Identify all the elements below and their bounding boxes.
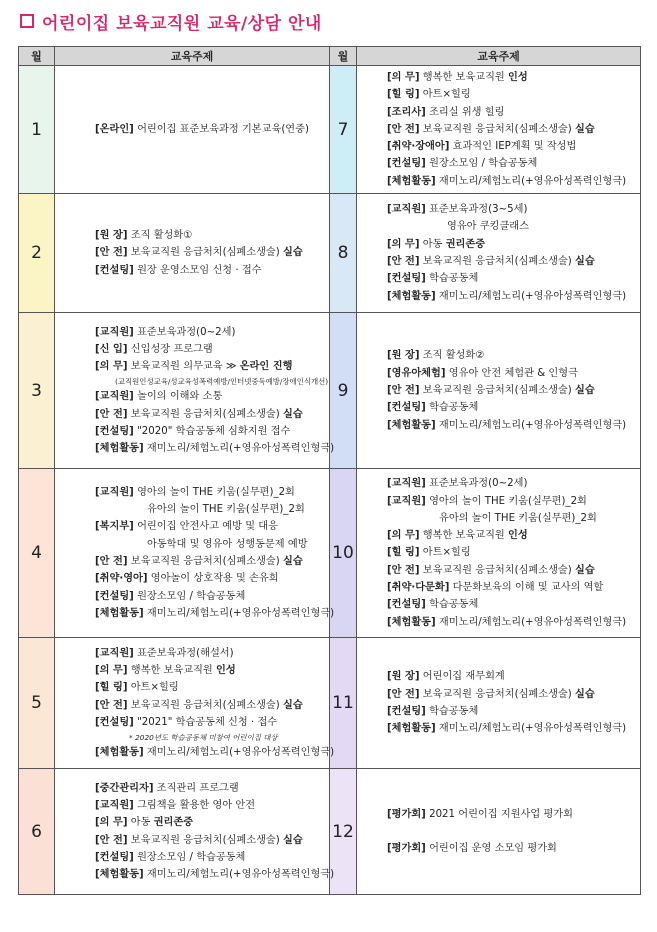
- topic-line: [95, 553, 323, 570]
- header-topic-right: 교육주제: [357, 47, 641, 66]
- topic-cell: [55, 469, 335, 638]
- topic-text: 재미노리/체험노리(+영유아성폭력인형극): [435, 419, 627, 431]
- topic-line: [387, 686, 634, 703]
- topic-tag: [안 전]: [95, 556, 128, 568]
- topic-tag: [안 전]: [387, 384, 420, 396]
- topic-text: 효과적인 IEP계획 및 작성법: [449, 141, 577, 153]
- month-cell: 2: [19, 194, 55, 313]
- topic-text: 영아놀이 상호작용 및 손유희: [147, 573, 279, 585]
- topic-tag: [안 전]: [387, 564, 420, 576]
- topic-bold: 실습: [283, 834, 303, 846]
- topic-tag: [힐 링]: [387, 89, 420, 101]
- topic-line: [387, 86, 634, 103]
- topic-text: 아동학대 및 영유아 성행동문제 예방: [147, 538, 308, 550]
- topic-tag: [안 전]: [95, 247, 128, 259]
- topic-line: [387, 201, 634, 218]
- topic-tag: [체험활동]: [95, 607, 144, 619]
- topic-text: 학습공동체: [425, 402, 479, 414]
- topic-tag: [컨설팅]: [95, 716, 134, 728]
- topic-text: 아트×힐링: [127, 682, 179, 694]
- topic-tag: [취약·영아]: [95, 573, 148, 585]
- topic-text: 학습공동체: [425, 273, 479, 285]
- topic-tag: [컨설팅]: [95, 264, 134, 276]
- topic-bold: 실습: [575, 688, 595, 700]
- topic-tag: [의 무]: [95, 664, 128, 676]
- topic-tag: [조리사]: [387, 106, 426, 118]
- topic-line: [387, 840, 634, 857]
- topic-tag: [복지부]: [95, 521, 134, 533]
- topic-text: 신입성장 프로그램: [127, 343, 213, 355]
- topic-tag: [중간관리자]: [95, 782, 154, 794]
- topic-line: [95, 570, 323, 587]
- topic-line: [387, 544, 634, 561]
- topic-text: 재미노리/체험노리(+영유아성폭력인형극): [435, 175, 627, 187]
- table-row: [19, 469, 641, 638]
- topic-line: [95, 324, 323, 341]
- topic-line: [387, 562, 634, 579]
- topic-text: 다문화보육의 이해 및 교사의 역할: [449, 582, 604, 594]
- month-cell: 6: [19, 769, 55, 895]
- table-row: [19, 769, 641, 895]
- topic-text: 영아의 놀이 THE 키움(실무편)_2회: [425, 495, 587, 507]
- page-title-text: 어린이집 보육교직원 교육/상담 안내: [42, 13, 322, 34]
- topic-text: 보육교직원 응급처치(심폐소생술): [127, 699, 283, 711]
- topic-line: [387, 288, 634, 305]
- topic-cell: [357, 194, 641, 313]
- topic-text: 표준보육과정(0~2세): [133, 326, 236, 338]
- topic-bold: 실습: [575, 564, 595, 576]
- topic-text: 유아의 놀이 THE 키움(실무편)_2회: [147, 504, 305, 516]
- topic-tag: [원 장]: [95, 230, 128, 242]
- topic-line: [95, 536, 323, 553]
- topic-bold: 실습: [283, 247, 303, 259]
- schedule-table: [18, 46, 641, 895]
- topic-line: [387, 155, 634, 172]
- topic-line: [95, 605, 335, 622]
- topic-line: [95, 814, 323, 831]
- topic-tag: [의 무]: [95, 361, 128, 373]
- topic-line: [387, 668, 634, 685]
- topic-tag: [의 무]: [95, 817, 128, 829]
- topic-text: 아동: [419, 238, 446, 250]
- topic-text: 재미노리/체험노리(+영유아성폭력인형극): [435, 723, 627, 735]
- topic-tag: [교직원]: [387, 204, 426, 216]
- topic-text: 재미노리/체험노리(+영유아성폭력인형극): [435, 290, 627, 302]
- topic-line: [387, 720, 634, 737]
- topic-line: [387, 510, 634, 527]
- topic-text: * 2020년도 학습공동체 미참여 어린이집 대상: [129, 733, 278, 743]
- topic-tag: [안 전]: [387, 688, 420, 700]
- topic-line: [95, 518, 323, 535]
- topic-tag: [교직원]: [95, 486, 134, 498]
- topic-line: [387, 475, 634, 492]
- topic-tag: [컨설팅]: [387, 273, 426, 285]
- topic-cell: [357, 469, 641, 638]
- topic-tag: [힐 링]: [387, 547, 420, 559]
- topic-cell: [55, 769, 335, 895]
- topic-tag: [컨설팅]: [387, 158, 426, 170]
- topic-tag: [의 무]: [387, 72, 420, 83]
- topic-line: [387, 527, 634, 544]
- month-cell: 11: [330, 638, 357, 769]
- topic-text: 학습공동체: [425, 706, 479, 718]
- topic-tag: [컨설팅]: [387, 599, 426, 611]
- topic-text: 조리실 위생 힐링: [425, 106, 505, 118]
- topic-line: [95, 262, 323, 279]
- topic-line: [387, 382, 634, 399]
- topic-text: 학습공동체: [425, 599, 479, 611]
- topic-text: 아트×힐링: [419, 89, 471, 101]
- topic-text: 재미노리/체험노리(+영유아성폭력인형극): [143, 607, 335, 619]
- topic-tag: [컨설팅]: [387, 402, 426, 414]
- topic-text: 원장소모임 / 학습공동체: [133, 851, 246, 863]
- topic-text: 영아의 놀이 THE 키움(실무편)_2회: [133, 486, 295, 498]
- topic-text: 재미노리/체험노리(+영유아성폭력인형극): [143, 443, 335, 455]
- topic-tag: [체험활동]: [95, 443, 144, 455]
- topic-bold: 실습: [575, 123, 595, 135]
- topic-line: [95, 358, 323, 375]
- topic-line: [95, 744, 335, 761]
- topic-line: [95, 679, 323, 696]
- topic-text: "2020" 학습공동체 심화지원 접수: [133, 426, 291, 438]
- topic-tag: [체험활동]: [387, 419, 436, 431]
- month-cell: 10: [330, 469, 357, 638]
- topic-text: 조직 활성화②: [419, 350, 485, 362]
- topic-tag: [취약·다문화]: [387, 582, 450, 594]
- topic-text: 보육교직원 응급처치(심폐소생술): [419, 123, 575, 135]
- topic-tag: [컨설팅]: [95, 851, 134, 863]
- topic-line: [95, 484, 323, 501]
- topic-tag: [안 전]: [95, 699, 128, 711]
- month-cell: 1: [19, 66, 55, 194]
- topic-cell: [55, 194, 330, 313]
- topic-tag: [평가회]: [387, 843, 426, 855]
- topic-bold: 인성: [508, 72, 528, 83]
- topic-cell: [55, 313, 335, 469]
- topic-tag: [체험활동]: [387, 616, 436, 628]
- topic-line: [95, 645, 323, 662]
- topic-line: [95, 832, 323, 849]
- topic-text: 그림책을 활용한 영아 안전: [133, 799, 256, 811]
- topic-line: [387, 417, 634, 434]
- table-header-row: [19, 47, 641, 66]
- topic-tag: [체험활동]: [387, 290, 436, 302]
- topic-tag: [신 입]: [95, 343, 128, 355]
- table-row: [19, 66, 641, 194]
- topic-tag: [체험활동]: [95, 869, 144, 881]
- topic-text: 2021 어린이집 지원사업 평가회: [425, 808, 573, 820]
- topic-cell: [357, 66, 641, 194]
- topic-text: 보육교직원 응급처치(심폐소생술): [127, 408, 283, 420]
- topic-line: [387, 614, 634, 631]
- topic-text: (교직원인성교육/성교육성폭력예방/인터넷중독예방/장애인식개선): [115, 377, 329, 387]
- topic-text: 보육교직원 응급처치(심폐소생술): [127, 834, 283, 846]
- header-topic-left: 교육주제: [55, 47, 330, 66]
- topic-tag: [원 장]: [387, 350, 420, 362]
- topic-bold: 권리존중: [153, 817, 194, 829]
- topic-line: [95, 697, 323, 714]
- topic-text: 어린이집 재무회계: [419, 671, 505, 683]
- topic-text: 표준보육과정(0~2세): [425, 478, 528, 490]
- topic-tag: [안 전]: [387, 123, 420, 135]
- topic-line: [95, 780, 323, 797]
- table-row: [19, 313, 641, 469]
- topic-text: 원장소모임 / 학습공동체: [133, 590, 246, 602]
- topic-text: 보육교직원 의무교육 ≫: [127, 361, 240, 373]
- topic-tag: [취약·장애아]: [387, 141, 450, 153]
- month-cell: 3: [19, 313, 55, 469]
- topic-cell: [55, 66, 330, 194]
- topic-tag: [컨설팅]: [95, 590, 134, 602]
- topic-tag: [컨설팅]: [387, 706, 426, 718]
- topic-line: [387, 365, 634, 382]
- topic-tag: [온라인]: [95, 123, 134, 135]
- month-cell: 9: [330, 313, 357, 469]
- topic-bold: 실습: [283, 556, 303, 568]
- topic-text: 어린이집 안전사고 예방 및 대응: [133, 521, 278, 533]
- month-cell: 5: [19, 638, 55, 769]
- topic-tag: [의 무]: [387, 530, 420, 542]
- topic-line: [95, 501, 323, 518]
- topic-tag: [교직원]: [95, 391, 134, 403]
- topic-line: [387, 104, 634, 121]
- topic-line: [95, 375, 329, 388]
- topic-line: [387, 823, 634, 840]
- topic-text: 표준보육과정(해설서): [133, 647, 234, 659]
- topic-text: 행복한 보육교직원: [127, 664, 216, 676]
- topic-text: 영유아 안전 체험관 & 인형극: [445, 367, 578, 379]
- topic-tag: [체험활동]: [387, 175, 436, 187]
- header-month-right: 월: [330, 47, 357, 66]
- topic-tag: [교직원]: [387, 495, 426, 507]
- topic-line: [387, 69, 634, 86]
- topic-text: 조직 활성화①: [127, 230, 193, 242]
- topic-cell: [55, 638, 335, 769]
- topic-line: [387, 253, 634, 270]
- topic-text: 원장 운영소모임 신청 · 접수: [133, 264, 262, 276]
- topic-text: 재미노리/체험노리(+영유아성폭력인형극): [143, 869, 335, 881]
- topic-bold: 온라인 진행: [239, 361, 293, 373]
- topic-line: [387, 579, 634, 596]
- topic-line: [95, 388, 323, 405]
- topic-line: [95, 121, 323, 138]
- topic-text: 아트×힐링: [419, 547, 471, 559]
- topic-bold: 실습: [283, 699, 303, 711]
- topic-tag: [교직원]: [95, 647, 134, 659]
- topic-text: "2021" 학습공동체 신청 · 접수: [133, 716, 278, 728]
- table-row: [19, 638, 641, 769]
- month-cell: 8: [330, 194, 357, 313]
- topic-line: [95, 714, 323, 731]
- topic-text: 어린이집 표준보육과정 기본교육(연중): [133, 123, 309, 135]
- topic-tag: [평가회]: [387, 808, 426, 820]
- topic-line: [387, 347, 634, 364]
- topic-line: [95, 406, 323, 423]
- topic-tag: [컨설팅]: [95, 426, 134, 438]
- topic-line: [95, 731, 323, 744]
- topic-tag: [의 무]: [387, 238, 420, 250]
- topic-tag: [체험활동]: [95, 747, 144, 759]
- month-cell: 7: [330, 66, 357, 194]
- topic-text: 보육교직원 응급처치(심폐소생술): [127, 247, 283, 259]
- topic-line: [95, 341, 323, 358]
- topic-text: 영유아 쿠킹클래스: [447, 221, 529, 233]
- month-cell: 4: [19, 469, 55, 638]
- checkbox-square-icon: [20, 14, 34, 28]
- topic-line: [95, 440, 335, 457]
- topic-line: [95, 849, 323, 866]
- topic-line: [387, 399, 634, 416]
- topic-tag: [교직원]: [387, 478, 426, 490]
- topic-tag: [안 전]: [95, 834, 128, 846]
- topic-bold: 실습: [575, 384, 595, 396]
- topic-text: 보육교직원 응급처치(심폐소생술): [127, 556, 283, 568]
- topic-line: [95, 227, 323, 244]
- topic-tag: [원 장]: [387, 671, 420, 683]
- topic-text: 아동: [127, 817, 154, 829]
- header-month-left: 월: [19, 47, 55, 66]
- topic-line: [95, 797, 323, 814]
- month-cell: 12: [330, 769, 357, 895]
- topic-bold: 실습: [575, 256, 595, 268]
- topic-line: [387, 493, 634, 510]
- topic-text: 재미노리/체험노리(+영유아성폭력인형극): [143, 747, 335, 759]
- topic-tag: [안 전]: [387, 256, 420, 268]
- topic-line: [387, 236, 634, 253]
- topic-line: [95, 866, 335, 883]
- topic-text: 표준보육과정(3~5세): [425, 204, 528, 216]
- topic-text: 보육교직원 응급처치(심폐소생술): [419, 256, 575, 268]
- topic-line: [387, 270, 634, 287]
- topic-text: 조직관리 프로그램: [153, 782, 239, 794]
- topic-line: [95, 588, 323, 605]
- topic-tag: [교직원]: [95, 799, 134, 811]
- page-title: [20, 8, 322, 34]
- topic-bold: 실습: [283, 408, 303, 420]
- topic-line: [387, 121, 634, 138]
- topic-line: [387, 806, 634, 823]
- topic-line: [95, 244, 323, 261]
- topic-line: [387, 218, 634, 235]
- topic-line: [387, 596, 634, 613]
- topic-bold: 인성: [508, 530, 528, 542]
- topic-text: 놀이의 이해와 소통: [133, 391, 223, 403]
- topic-text: 유아의 놀이 THE 키움(실무편)_2회: [439, 512, 597, 524]
- topic-text: 보육교직원 응급처치(심폐소생술): [419, 384, 575, 396]
- topic-cell: [357, 769, 641, 895]
- topic-bold: 권리존중: [445, 238, 486, 250]
- topic-tag: [체험활동]: [387, 723, 436, 735]
- topic-text: 행복한 보육교직원: [419, 72, 508, 83]
- topic-text: 원장소모임 / 학습공동체: [425, 158, 538, 170]
- topic-tag: [영유아체험]: [387, 367, 446, 379]
- topic-text: 행복한 보육교직원: [419, 530, 508, 542]
- table-row: [19, 194, 641, 313]
- topic-cell: [357, 638, 641, 769]
- topic-text: 어린이집 운영 소모임 평가회: [425, 843, 557, 855]
- topic-line: [387, 138, 634, 155]
- topic-bold: 인성: [216, 664, 236, 676]
- topic-cell: [357, 313, 641, 469]
- topic-line: [95, 423, 323, 440]
- topic-line: [95, 662, 323, 679]
- topic-tag: [안 전]: [95, 408, 128, 420]
- topic-line: [387, 703, 634, 720]
- topic-text: 보육교직원 응급처치(심폐소생술): [419, 688, 575, 700]
- topic-text: 재미노리/체험노리(+영유아성폭력인형극): [435, 616, 627, 628]
- topic-tag: [힐 링]: [95, 682, 128, 694]
- topic-text: 보육교직원 응급처치(심폐소생술): [419, 564, 575, 576]
- topic-tag: [교직원]: [95, 326, 134, 338]
- topic-line: [387, 173, 634, 190]
